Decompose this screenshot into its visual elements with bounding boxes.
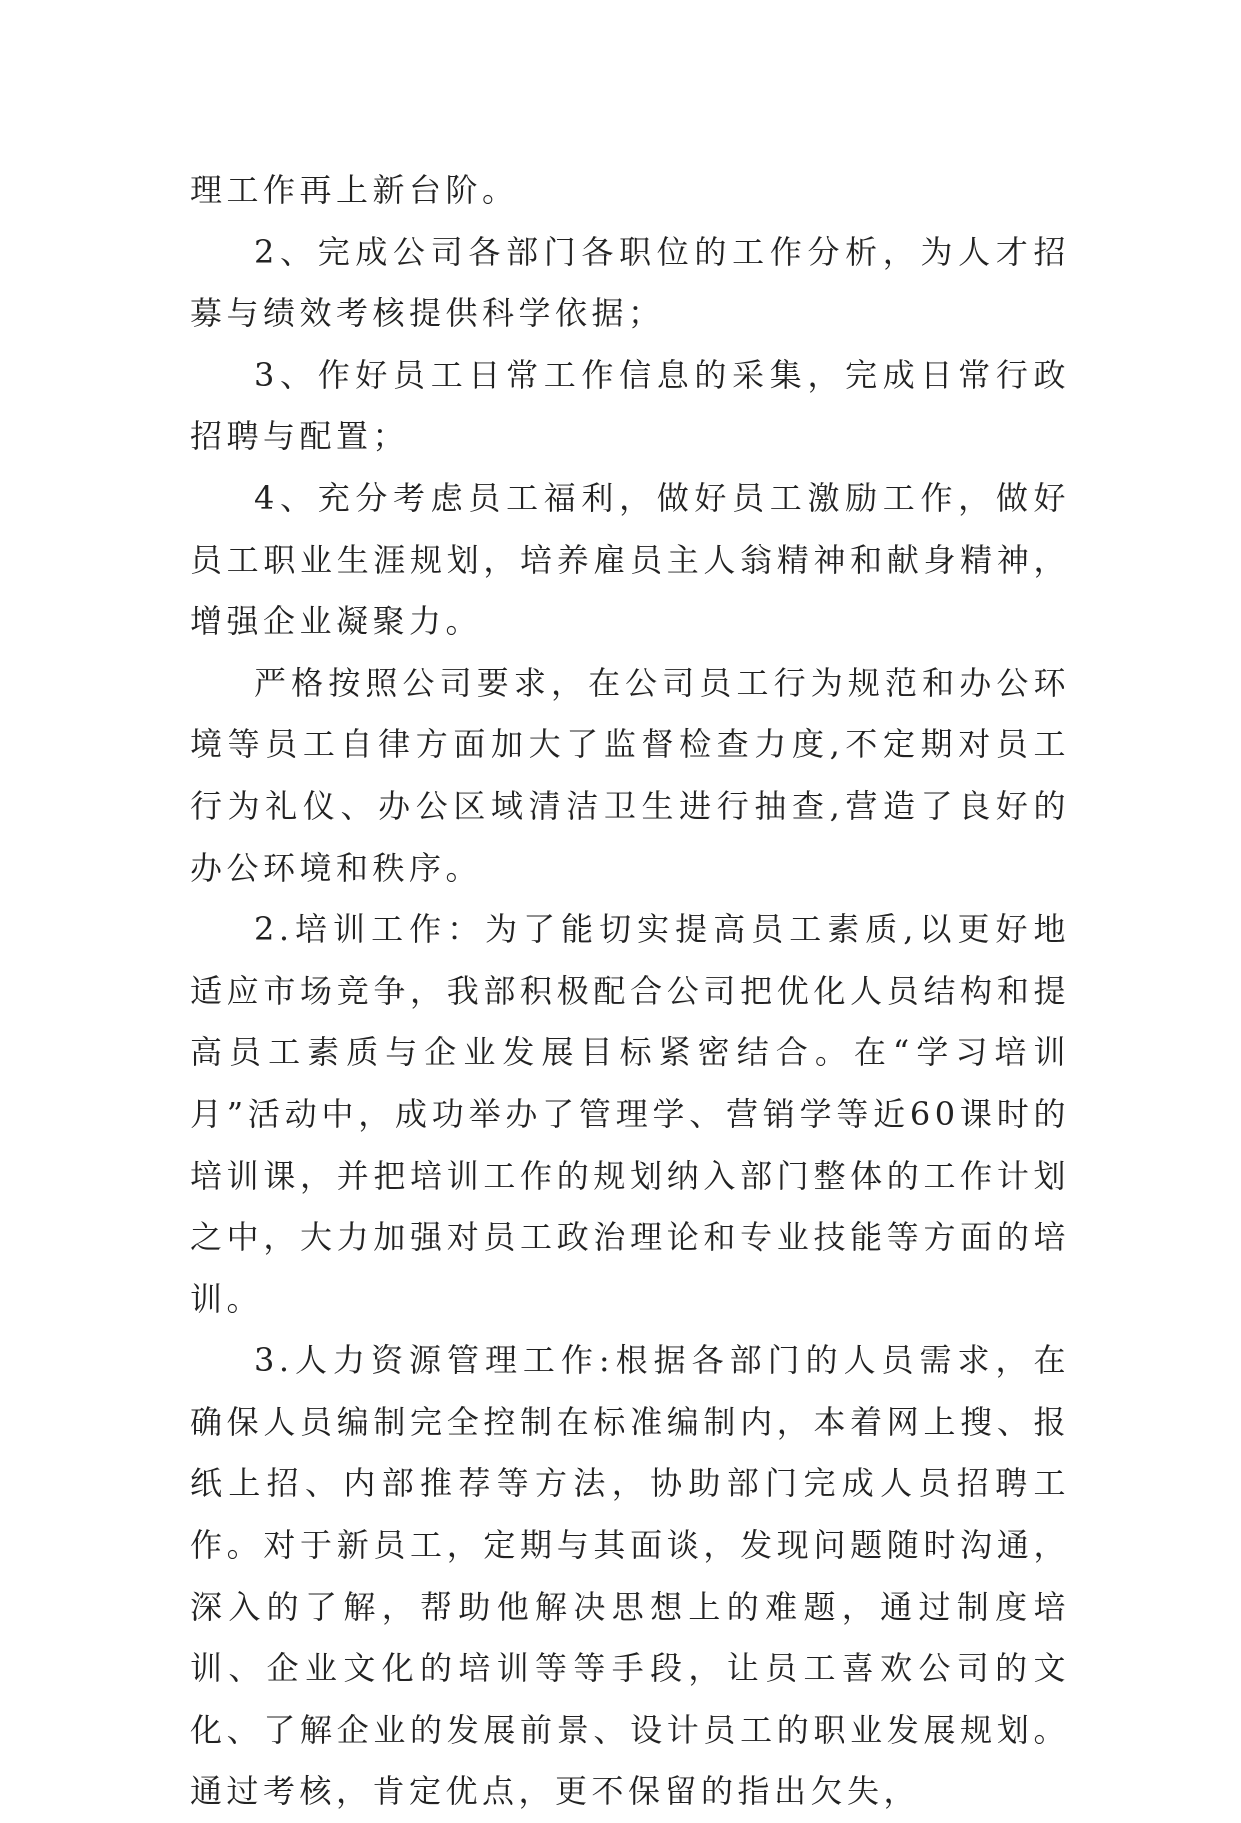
paragraph-item-2: 2、完成公司各部门各职位的工作分析，为人才招募与绩效考核提供科学依据； [190,232,1070,333]
paragraph-training: 2.培训工作：为了能切实提高员工素质,以更好地适应市场竞争，我部积极配合公司把优化人员结构和提高员工素质与企业发展目标紧密结合。在“学习培训月”活动中，成功举办了管理学、营销学等近60课时的培训课，并把培训工作的规划纳入部门整体的工作计划之中，大力加强对员工政治理论和专业技能等方面的培训。 [190,910,1070,1318]
document-body [190,160,1070,1823]
paragraph-discipline: 严格按照公司要求，在公司员工行为规范和办公环境等员工自律方面加大了监督检查力度,不定期对员工行为礼仪、办公区域清洁卫生进行抽查,营造了良好的办公环境和秩序。 [190,663,1070,887]
paragraph-item-3: 3、作好员工日常工作信息的采集，完成日常行政招聘与配置； [190,355,1070,456]
paragraph-item-4: 4、充分考虑员工福利，做好员工激励工作，做好员工职业生涯规划，培养雇员主人翁精神和献身精神，增强企业凝聚力。 [190,478,1070,641]
paragraph-continuation: 理工作再上新台阶。 [190,171,519,209]
paragraph-hr-management: 3.人力资源管理工作:根据各部门的人员需求，在确保人员编制完全控制在标准编制内，本着网上搜、报纸上招、内部推荐等方法，协助部门完成人员招聘工作。对于新员工，定期与其面谈，发现问题随时沟通，深入的了解，帮助他解决思想上的难题，通过制度培训、企业文化的培训等等手段，让员工喜欢公司的文化、了解企业的发展前景、设计员工的职业发展规划。通过考核，肯定优点，更不保留的指出欠失， [190,1341,1070,1811]
